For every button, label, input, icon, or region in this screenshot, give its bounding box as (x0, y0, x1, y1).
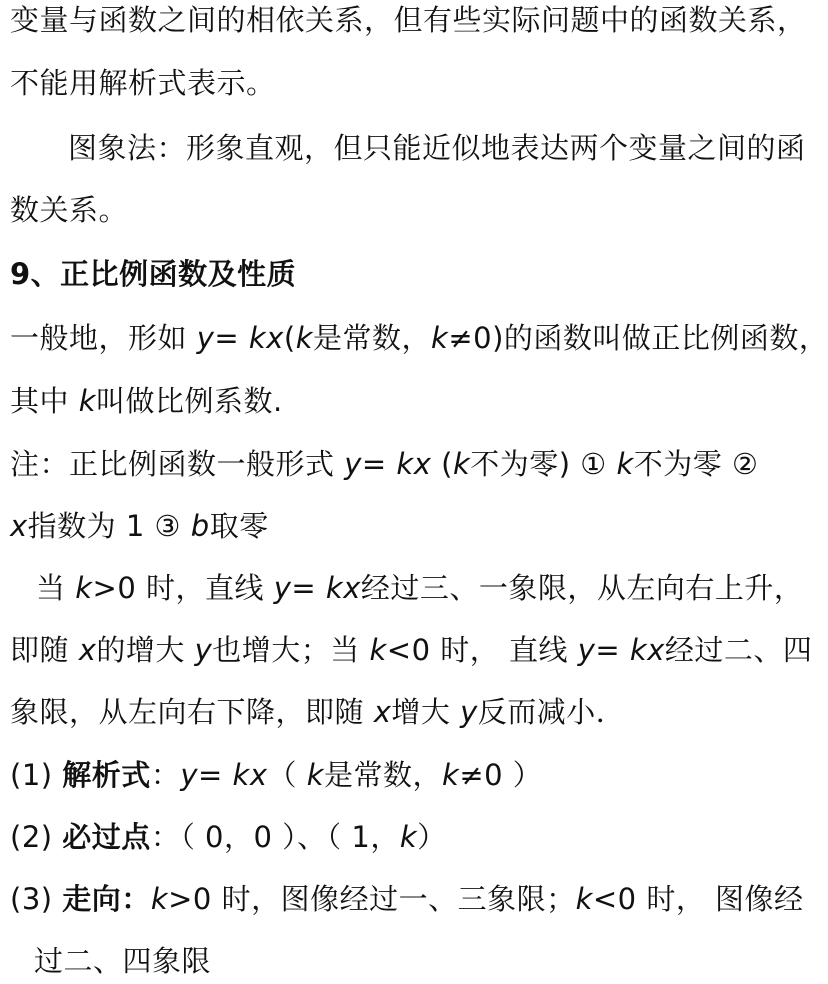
note-line (10, 506, 269, 546)
text-segment: 不为零) ① (470, 447, 617, 481)
definition-line (10, 381, 283, 421)
text-segment: 取零 (209, 509, 269, 543)
text-segment: ： (150, 758, 181, 792)
text-segment: 增大 (391, 695, 461, 729)
list-item (10, 817, 447, 857)
text-segment: （ (267, 758, 307, 792)
property-line (36, 568, 803, 608)
text-segment: ：（ 0，0 ）、（ 1， (150, 820, 400, 854)
text-segment: <0 时， 图像经 (592, 882, 804, 916)
text-segment: 经过二、四 (664, 633, 813, 667)
text-segment: 即随 (10, 633, 79, 667)
math-variable: k (575, 882, 593, 916)
math-variable: y (194, 633, 213, 667)
item-label: 必过点 (62, 820, 151, 854)
text-segment: 不为零 ② (633, 447, 759, 481)
math-variable: y (273, 571, 292, 605)
math-variable: x (10, 509, 28, 543)
text-segment: = (198, 758, 233, 792)
list-item (10, 755, 542, 795)
math-variable: y (577, 633, 596, 667)
text-segment: ≠0)的函数叫做正比例函数， (448, 321, 828, 355)
text-segment: = (361, 447, 397, 481)
definition-line (10, 318, 828, 358)
math-variable: k (442, 758, 460, 792)
text-segment: 也增大；当 (212, 633, 370, 667)
text-segment: 象限，从左向右下降，即随 (10, 695, 374, 729)
math-variable: y (180, 758, 198, 792)
section-heading: 9、正比例函数及性质 (10, 257, 297, 291)
math-variable: y (196, 321, 215, 355)
text-segment: ） (417, 820, 447, 854)
text-segment: ( (283, 321, 296, 355)
text-segment: 反而减小． (477, 695, 626, 729)
math-variable: k (399, 820, 418, 854)
text-segment: 是常数， (313, 321, 432, 355)
math-variable: x (78, 633, 97, 667)
text-segment: 的增大 (96, 633, 195, 667)
text-segment: = (214, 321, 249, 355)
math-variable: k (616, 447, 634, 481)
math-variable: k (78, 384, 97, 418)
math-variable: y (460, 695, 478, 729)
math-variable: k (369, 633, 387, 667)
math-variable: y (344, 447, 362, 481)
math-variable: kx (248, 321, 284, 355)
text-segment: 注：正比例函数一般形式 (10, 447, 345, 481)
text-segment: ≠0 ） (459, 758, 543, 792)
text-segment: = (291, 571, 326, 605)
text-segment: ( (431, 447, 453, 481)
item-number: (1) (10, 758, 63, 792)
text-line: 数关系。 (10, 193, 129, 227)
item-label: 解析式 (62, 758, 151, 792)
text-segment: 指数为 1 ③ (27, 509, 191, 543)
list-item (10, 879, 804, 919)
text-segment: 一般地，形如 (10, 321, 197, 355)
math-variable: x (373, 695, 392, 729)
text-line: 不能用解析式表示。 (10, 66, 276, 100)
math-variable: kx (232, 758, 268, 792)
item-number: (2) (10, 820, 63, 854)
text-segment: 是常数， (324, 758, 443, 792)
math-variable: k (431, 321, 449, 355)
text-segment: 经过三、一象限，从左向右上升， (360, 571, 804, 605)
property-line (10, 692, 625, 732)
item-number: (3) (10, 882, 63, 916)
math-variable: k (306, 758, 325, 792)
text-segment: = (595, 633, 630, 667)
text-segment: 当 (36, 571, 76, 605)
text-segment: >0 时，直线 (92, 571, 274, 605)
text-segment: 其中 (10, 384, 79, 418)
math-variable: kx (629, 633, 665, 667)
math-variable: k (150, 882, 169, 916)
math-variable: k (295, 321, 314, 355)
list-item-continuation: 过二、四象限 (34, 944, 212, 978)
note-line (10, 444, 759, 484)
math-variable: k (75, 571, 93, 605)
math-variable: kx (396, 447, 432, 481)
text-segment: <0 时， 直线 (386, 633, 578, 667)
text-segment: >0 时，图像经过一、三象限； (168, 882, 576, 916)
property-line (10, 630, 812, 670)
math-variable: k (452, 447, 471, 481)
text-line: 变量与函数之间的相依关系，但有些实际问题中的函数关系， (10, 3, 807, 37)
item-label: 走向： (62, 882, 151, 916)
text-segment: 叫做比例系数. (96, 384, 283, 418)
math-variable: kx (325, 571, 361, 605)
math-variable: b (190, 509, 210, 543)
text-line: 图象法：形象直观，但只能近似地表达两个变量之间的函 (68, 131, 806, 165)
